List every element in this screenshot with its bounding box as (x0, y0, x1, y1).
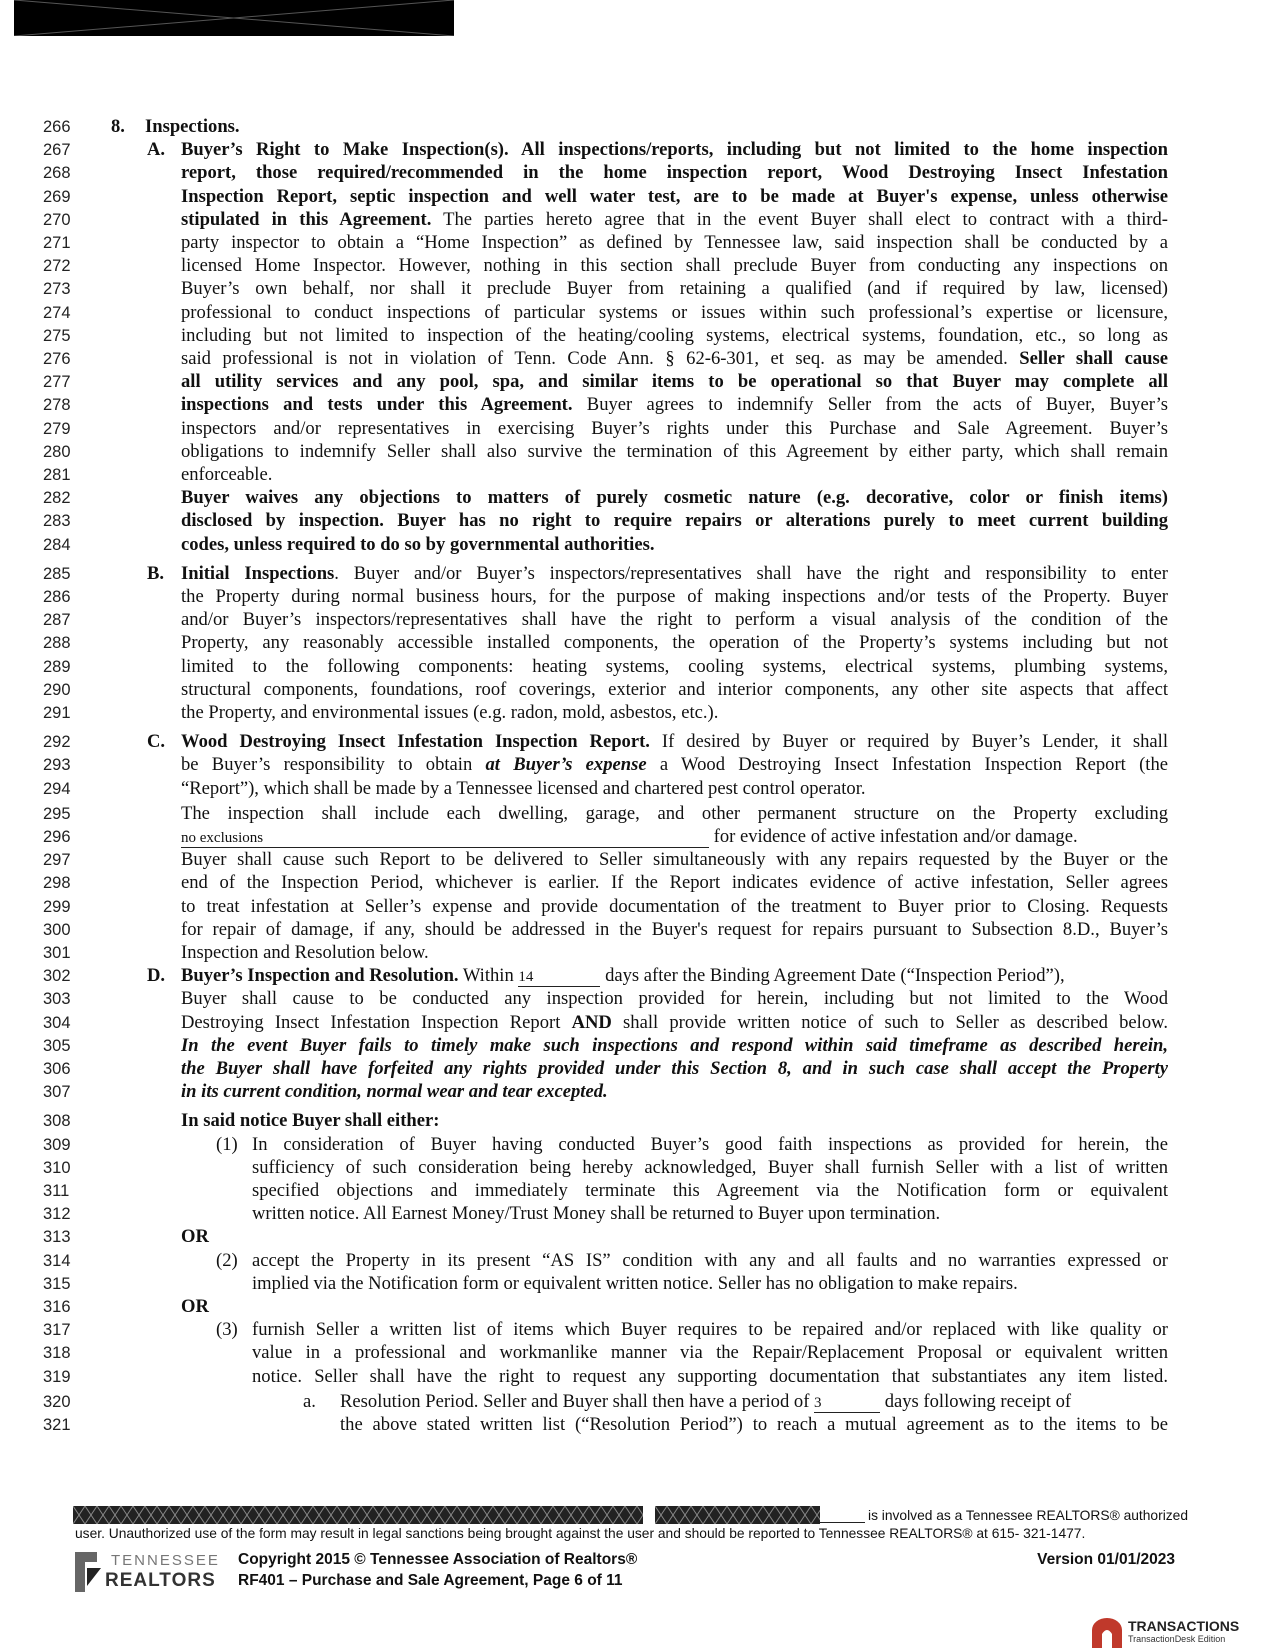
line-285 (0, 562, 1275, 586)
line-text: OR (181, 1296, 209, 1317)
line-number: 308 (43, 1112, 71, 1131)
section-marker: C. (147, 731, 166, 753)
line-text: licensed Home Inspector. However, nothing in this section shall preclude Buyer from conducting any inspections on (181, 255, 1168, 277)
line-number: 294 (43, 779, 71, 798)
line-number: 319 (43, 1367, 71, 1386)
form-version: Version 01/01/2023 (1037, 1551, 1175, 1568)
transactions-logo-edition: TransactionDesk Edition (1128, 1634, 1226, 1644)
line-text: The inspection shall include each dwelling, garage, and other permanent structure on the Property excluding (181, 802, 1168, 824)
line-text: disclosed by inspection. Buyer has no right to require repairs or alterations purely to meet current building (181, 510, 1168, 532)
line-number: 296 (43, 828, 71, 846)
line-number: 289 (43, 657, 71, 676)
line-309 (0, 1133, 1275, 1157)
line-number: 290 (43, 680, 71, 699)
transactions-house-icon (1090, 1618, 1124, 1648)
line-text: enforceable. (181, 464, 273, 485)
line-text: the Buyer shall have forfeited any rights provided under this Section 8, and in such case shall accept the Property (181, 1058, 1168, 1079)
line-320 (0, 1390, 1275, 1414)
line-number: 282 (43, 489, 71, 508)
option-number: (1) (216, 1133, 238, 1155)
line-number: 302 (43, 967, 71, 986)
section-marker: A. (147, 139, 166, 161)
line-number: 306 (43, 1060, 71, 1078)
line-text: to treat infestation at Seller’s expense and provide documentation of the treatment to Buyer prior to Closing. Requests (181, 895, 1168, 917)
line-307 (0, 1080, 1275, 1104)
line-number: 287 (43, 611, 71, 630)
line-number: 267 (43, 141, 71, 160)
line-number: 303 (43, 990, 71, 1009)
line-277 (0, 370, 1275, 394)
line-number: 269 (43, 187, 71, 206)
logo-text-bottom: REALTORS (105, 1570, 216, 1591)
line-text: In said notice Buyer shall either: (181, 1110, 440, 1132)
line-text: party inspector to obtain a “Home Inspection” as defined by Tennessee law, said inspection shall be conducted by a (181, 232, 1168, 253)
line-267 (0, 138, 1275, 162)
line-text: structural components, foundations, roof coverings, exterior and interior components, any other site aspects that affect (181, 678, 1168, 700)
line-text: the Property, and environmental issues (e.g. radon, mold, asbestos, etc.). (181, 702, 719, 723)
line-number: 311 (43, 1182, 70, 1200)
item-letter: a. (303, 1390, 316, 1412)
line-text: the Property during normal business hours, for the purpose of making inspections and/or tests of the Property. Buyer (181, 586, 1168, 607)
line-text: and/or Buyer’s inspectors/representatives shall have the right to perform a visual analysis of the condition of the (181, 609, 1168, 631)
unauthorized-use-notice: user. Unauthorized use of the form may result in legal sanctions being brought against the user and should be reported to Tennessee REALTORS® at 615- 321-1477. (75, 1526, 1086, 1541)
line-284 (0, 533, 1275, 557)
line-315 (0, 1272, 1275, 1296)
line-number: 279 (43, 419, 71, 438)
line-number: 298 (43, 874, 71, 893)
line-280 (0, 440, 1275, 464)
line-text: for repair of damage, if any, should be addressed in the Buyer's request for repairs pursuant to Subsection 8.D., Buyer’s (181, 918, 1168, 940)
line-text: Buyer’s Right to Make Inspection(s). All inspections/reports, including but not limited to the home inspection (181, 139, 1168, 161)
line-number: 272 (43, 257, 71, 276)
line-268 (0, 161, 1275, 185)
line-text: said professional is not in violation of Tenn. Code Ann. § 62-6-301, et seq. as may be amended. Seller shall cause (181, 348, 1168, 369)
line-number: 304 (43, 1013, 71, 1032)
line-288 (0, 631, 1275, 655)
line-text: limited to the following components: heating systems, cooling systems, electrical systems, plumbing systems, (181, 655, 1168, 677)
line-number: 299 (43, 897, 71, 916)
line-278 (0, 393, 1275, 417)
line-number: 268 (43, 164, 71, 183)
line-289 (0, 655, 1275, 679)
redacted-licensee-id (655, 1506, 820, 1524)
line-308 (0, 1109, 1275, 1133)
line-297 (0, 848, 1275, 872)
line-text: the above stated written list (“Resolution Period”) to reach a mutual agreement as to the items to be (340, 1414, 1168, 1435)
line-272 (0, 254, 1275, 278)
line-number: 293 (43, 756, 71, 775)
option-number: (3) (216, 1319, 238, 1341)
line-283 (0, 509, 1275, 533)
line-number: 288 (43, 634, 71, 653)
form-title-page: RF401 – Purchase and Sale Agreement, Page 6 of 11 (238, 1572, 623, 1589)
line-317 (0, 1318, 1275, 1342)
line-text: Inspection and Resolution below. (181, 942, 429, 963)
line-292 (0, 730, 1275, 754)
line-295 (0, 802, 1275, 826)
line-281 (0, 463, 1275, 487)
line-text: all utility services and any pool, spa, and similar items to be operational so that Buyer may complete all (181, 371, 1168, 393)
line-291 (0, 701, 1275, 725)
line-310 (0, 1156, 1275, 1180)
line-274 (0, 301, 1275, 325)
line-number: 273 (43, 280, 71, 299)
redacted-licensee-name (73, 1506, 643, 1524)
line-text: inspectors and/or representatives in exercising Buyer’s rights under this Purchase and Sale Agreement. Buyer’s (181, 417, 1168, 439)
line-text: in its current condition, normal wear and tear excepted. (181, 1081, 608, 1103)
line-text: specified objections and immediately terminate this Agreement via the Notification form or equivalent (252, 1180, 1168, 1201)
line-299 (0, 895, 1275, 919)
line-text: Buyer shall cause such Report to be delivered to Seller simultaneously with any repairs requested by the Buyer or the (181, 849, 1168, 871)
line-304 (0, 1011, 1275, 1035)
line-305 (0, 1034, 1275, 1058)
line-number: 305 (43, 1036, 71, 1055)
line-text: Property, any reasonably accessible installed components, the operation of the Property’s systems including but not (181, 632, 1168, 654)
line-number: 286 (43, 588, 71, 606)
line-text (181, 964, 1065, 988)
line-number: 321 (43, 1416, 71, 1434)
line-number: 274 (43, 303, 71, 322)
line-300 (0, 918, 1275, 942)
authorized-user-notice: is involved as a Tennessee REALTORS® authorized (868, 1508, 1189, 1523)
line-text: “Report”), which shall be made by a Tennessee licensed and chartered pest control operator. (181, 777, 866, 799)
line-number: 309 (43, 1135, 71, 1154)
line-text: Inspection Report, septic inspection and well water test, are to be made at Buyer's expense, unless otherwise (181, 185, 1168, 207)
option-number: (2) (216, 1249, 238, 1271)
line-text: sufficiency of such consideration being hereby acknowledged, Buyer shall furnish Seller with a list of written (252, 1156, 1168, 1178)
line-text: end of the Inspection Period, whichever is earlier. If the Report indicates evidence of active infestation, Seller agrees (181, 872, 1168, 894)
line-text: In consideration of Buyer having conducted Buyer’s good faith inspections as provided for herein, the (252, 1133, 1168, 1155)
line-text: Wood Destroying Insect Infestation Inspection Report. If desired by Buyer or required by Buyer’s Lender, it shall (181, 731, 1168, 753)
line-275 (0, 324, 1275, 348)
line-number: 283 (43, 512, 71, 531)
line-286 (0, 585, 1275, 609)
line-312 (0, 1202, 1275, 1226)
line-number: 307 (43, 1083, 71, 1102)
line-296 (0, 825, 1275, 849)
line-number: 316 (43, 1298, 71, 1316)
line-text: accept the Property in its present “AS IS” condition with any and all faults and no warranties expressed or (252, 1249, 1168, 1271)
line-number: 291 (43, 704, 71, 722)
signature-line (820, 1522, 865, 1523)
line-number: 277 (43, 373, 71, 392)
line-number: 315 (43, 1274, 71, 1293)
line-number: 317 (43, 1321, 71, 1340)
line-text: written notice. All Earnest Money/Trust Money shall be returned to Buyer upon termination. (252, 1203, 941, 1225)
copyright-notice: Copyright 2015 © Tennessee Association of Realtors® (238, 1551, 638, 1568)
line-number: 266 (43, 118, 71, 136)
line-text: In the event Buyer fails to timely make such inspections and respond within said timeframe as described herein, (181, 1034, 1168, 1056)
line-313 (0, 1225, 1275, 1249)
line-number: 310 (43, 1158, 71, 1177)
line-number: 275 (43, 326, 71, 345)
line-number: 320 (43, 1392, 71, 1411)
resolution-days-field[interactable]: 3 (814, 1394, 880, 1413)
line-290 (0, 678, 1275, 702)
line-text: OR (181, 1226, 209, 1248)
line-276 (0, 347, 1275, 371)
line-321 (0, 1413, 1275, 1437)
line-number: 297 (43, 851, 71, 870)
line-text-before: Resolution Period. Seller and Buyer shall then have a period of (340, 1390, 815, 1412)
section-marker: B. (147, 562, 165, 584)
line-number: 318 (43, 1344, 71, 1363)
line-316 (0, 1295, 1275, 1319)
line-text: be Buyer’s responsibility to obtain at Buyer’s expense a Wood Destroying Insect Infestation Inspection Report (the (181, 754, 1168, 776)
line-318 (0, 1341, 1275, 1365)
line-287 (0, 608, 1275, 632)
line-text (340, 1390, 1071, 1414)
line-282 (0, 486, 1275, 510)
line-text (181, 825, 1078, 849)
line-270 (0, 208, 1275, 232)
page-footer (0, 1500, 1275, 1649)
line-293 (0, 753, 1275, 777)
line-text-after: days following receipt of (880, 1390, 1072, 1412)
line-302 (0, 964, 1275, 988)
line-text: professional to conduct inspections of particular systems or issues within such professional’s expertise or licensure, (181, 301, 1168, 323)
redacted-header-bar (14, 0, 454, 36)
tennessee-realtors-logo (75, 1550, 220, 1596)
line-text: Inspections. (145, 116, 240, 137)
line-text: Buyer waives any objections to matters of purely cosmetic nature (e.g. decorative, color or finish items) (181, 487, 1168, 509)
line-text: Buyer’s own behalf, nor shall it preclude Buyer from retaining a qualified (and if required by law, licensed) (181, 278, 1168, 300)
line-number: 285 (43, 564, 71, 583)
line-294 (0, 777, 1275, 801)
line-266 (0, 115, 1275, 139)
line-text: Destroying Insect Infestation Inspection Report AND shall provide written notice of such to Seller as described below. (181, 1011, 1168, 1033)
section-marker: 8. (111, 116, 125, 137)
line-text: stipulated in this Agreement. The parties hereto agree that in the event Buyer shall elect to contract with a third- (181, 208, 1168, 230)
line-text-before: Within (458, 965, 519, 987)
exclusions-field[interactable]: no exclusions (181, 829, 709, 848)
line-number: 300 (43, 920, 71, 939)
line-279 (0, 417, 1275, 441)
section-marker: D. (147, 965, 166, 987)
line-298 (0, 871, 1275, 895)
line-text: Initial Inspections. Buyer and/or Buyer’s inspectors/representatives shall have the right and responsibility to enter (181, 562, 1168, 584)
line-303 (0, 987, 1275, 1011)
line-text: value in a professional and workmanlike manner via the Repair/Replacement Proposal or equivalent written (252, 1342, 1168, 1364)
line-text-after: days after the Binding Agreement Date (“Inspection Period”), (600, 965, 1065, 987)
line-301 (0, 941, 1275, 965)
line-text-after: for evidence of active infestation and/or damage. (709, 826, 1078, 847)
logo-text-top: TENNESSEE (111, 1552, 220, 1569)
line-text: implied via the Notification form or equivalent written notice. Seller has no obligation to make repairs. (252, 1272, 1018, 1294)
line-text: notice. Seller shall have the right to request any supporting documentation that substantiates any item listed. (252, 1365, 1168, 1387)
line-number: 276 (43, 350, 71, 368)
line-319 (0, 1365, 1275, 1389)
line-number: 281 (43, 466, 71, 484)
line-number: 270 (43, 210, 71, 229)
line-number: 271 (43, 234, 71, 252)
line-number: 280 (43, 442, 71, 461)
line-number: 295 (43, 804, 71, 823)
subsection-heading: Buyer’s Inspection and Resolution. (181, 965, 459, 987)
line-text: inspections and tests under this Agreement. Buyer agrees to indemnify Seller from the acts of Buyer, Buyer’s (181, 394, 1168, 416)
line-311 (0, 1179, 1275, 1203)
line-273 (0, 277, 1275, 301)
line-text: obligations to indemnify Seller shall also survive the termination of this Agreement by either party, which shall remain (181, 440, 1168, 462)
line-number: 301 (43, 944, 71, 962)
line-314 (0, 1249, 1275, 1273)
transactions-logo (1090, 1618, 1250, 1648)
line-number: 314 (43, 1251, 71, 1270)
line-271 (0, 231, 1275, 255)
inspection-days-field[interactable]: 14 (518, 968, 600, 987)
line-269 (0, 185, 1275, 209)
line-text: including but not limited to inspection of the heating/cooling systems, electrical systems, foundation, etc., so long as (181, 324, 1168, 346)
line-number: 278 (43, 396, 71, 415)
line-number: 312 (43, 1205, 71, 1224)
realtors-mark-icon (75, 1552, 103, 1592)
line-text: furnish Seller a written list of items which Buyer requires to be repaired and/or replaced with like quality or (252, 1319, 1168, 1341)
line-306 (0, 1057, 1275, 1081)
line-text: report, those required/recommended in the home inspection report, Wood Destroying Insect Infestation (181, 162, 1168, 184)
line-text: Buyer shall cause to be conducted any inspection provided for herein, including but not limited to the Wood (181, 988, 1168, 1010)
line-number: 313 (43, 1228, 71, 1247)
line-text: codes, unless required to do so by governmental authorities. (181, 533, 655, 555)
line-number: 284 (43, 535, 71, 554)
transactions-logo-name: TRANSACTIONS (1128, 1618, 1240, 1634)
line-number: 292 (43, 733, 71, 752)
